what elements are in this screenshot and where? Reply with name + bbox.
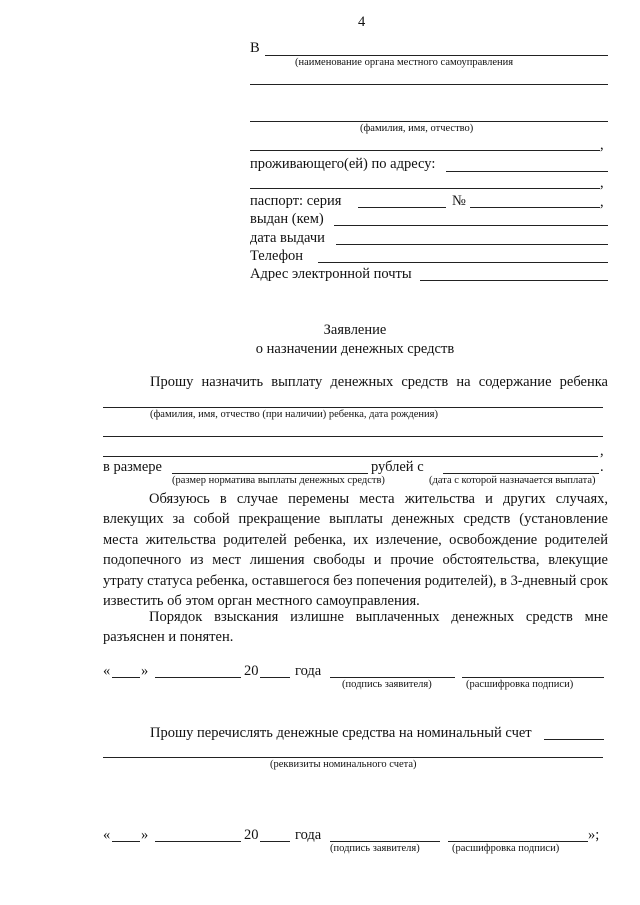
year-prefix: 20	[244, 663, 259, 679]
name-caption: (фамилия, имя, отчество)	[360, 123, 474, 134]
obligation-paragraph: Обязуюсь в случае перемены места жительства и других случаях, влекущих за собой прекращение выплаты денежных средств (установление места жительства родителей ребенка, их излечение, освобождение родителей подопечного из мест лишения свободы и прочие обстоятельства, влекущие утрату статуса ребенка, оставшегося без попечения родителей), в 3-дневный срок известить об этом орган местного самоуправления.	[103, 491, 609, 610]
passport-number-sign: №	[452, 193, 466, 209]
signature-decode-field[interactable]	[462, 677, 604, 678]
month-field[interactable]	[155, 677, 241, 678]
comma: ,	[600, 137, 604, 153]
authority-line[interactable]	[265, 55, 608, 56]
passport-series-label: паспорт: серия	[250, 193, 342, 209]
issue-date-label: дата выдачи	[250, 230, 325, 246]
signature-decode-field[interactable]	[448, 841, 588, 842]
signature-field[interactable]	[330, 677, 455, 678]
child-caption: (фамилия, имя, отчество (при наличии) ребенка, дата рождения)	[150, 409, 438, 420]
close-quote: »	[141, 827, 149, 843]
date-caption: (дата с которой назначается выплата)	[429, 475, 596, 486]
amount-caption: (размер норматива выплаты денежных средств)	[172, 475, 385, 486]
child-info-field-2[interactable]	[103, 436, 603, 437]
page-number: 4	[358, 14, 366, 30]
address-field[interactable]	[446, 171, 608, 172]
decode-caption: (расшифровка подписи)	[466, 679, 574, 690]
phone-label: Телефон	[250, 248, 303, 264]
address-label: проживающего(ей) по адресу:	[250, 156, 436, 172]
email-label: Адрес электронной почты	[250, 266, 412, 282]
transfer-request-line: Прошу перечислять денежные средства на номинальный счет	[150, 725, 532, 741]
passport-series-field[interactable]	[358, 207, 446, 208]
child-info-field-3[interactable]	[103, 456, 598, 457]
comma: ,	[600, 194, 604, 210]
day-field[interactable]	[112, 677, 140, 678]
document-title: Заявление	[323, 322, 387, 338]
child-info-field[interactable]	[103, 407, 603, 408]
authority-line-2[interactable]	[250, 84, 608, 85]
period: .	[600, 459, 604, 475]
amount-field[interactable]	[172, 473, 368, 474]
applicant-name-line-2[interactable]	[250, 150, 600, 151]
email-field[interactable]	[420, 280, 608, 281]
applicant-name-line[interactable]	[250, 121, 608, 122]
signature-field[interactable]	[330, 841, 440, 842]
account-field[interactable]	[544, 739, 604, 740]
open-quote: «	[103, 827, 111, 843]
end-mark: »;	[588, 827, 600, 843]
year-prefix: 20	[244, 827, 259, 843]
account-caption: (реквизиты номинального счета)	[270, 759, 417, 770]
year-suffix: года	[295, 663, 322, 679]
account-details-field[interactable]	[103, 757, 603, 758]
recovery-paragraph: Порядок взыскания излишне выплаченных денежных средств мне разъяснен и понятен.	[103, 609, 608, 646]
rubles-from: рублей с	[371, 459, 424, 475]
year-suffix: года	[295, 827, 322, 843]
comma: ,	[600, 175, 604, 191]
start-date-field[interactable]	[443, 473, 599, 474]
passport-number-field[interactable]	[470, 207, 600, 208]
comma: ,	[600, 443, 604, 459]
day-field[interactable]	[112, 841, 140, 842]
close-quote: »	[141, 663, 149, 679]
year-field[interactable]	[260, 677, 290, 678]
signature-caption: (подпись заявителя)	[330, 843, 420, 854]
authority-caption: (наименование органа местного самоуправления	[295, 57, 514, 68]
issue-date-field[interactable]	[336, 244, 608, 245]
document-subtitle: о назначении денежных средств	[255, 341, 455, 357]
decode-caption: (расшифровка подписи)	[452, 843, 560, 854]
address-field-2[interactable]	[250, 188, 600, 189]
open-quote: «	[103, 663, 111, 679]
issued-by-label: выдан (кем)	[250, 211, 324, 227]
phone-field[interactable]	[318, 262, 608, 263]
year-field[interactable]	[260, 841, 290, 842]
month-field[interactable]	[155, 841, 241, 842]
signature-caption: (подпись заявителя)	[342, 679, 432, 690]
amount-prefix: в размере	[103, 459, 162, 475]
issued-by-field[interactable]	[334, 225, 608, 226]
recipient-prefix: В	[250, 40, 260, 56]
request-line: Прошу назначить выплату денежных средств на содержание ребенка	[150, 374, 608, 390]
